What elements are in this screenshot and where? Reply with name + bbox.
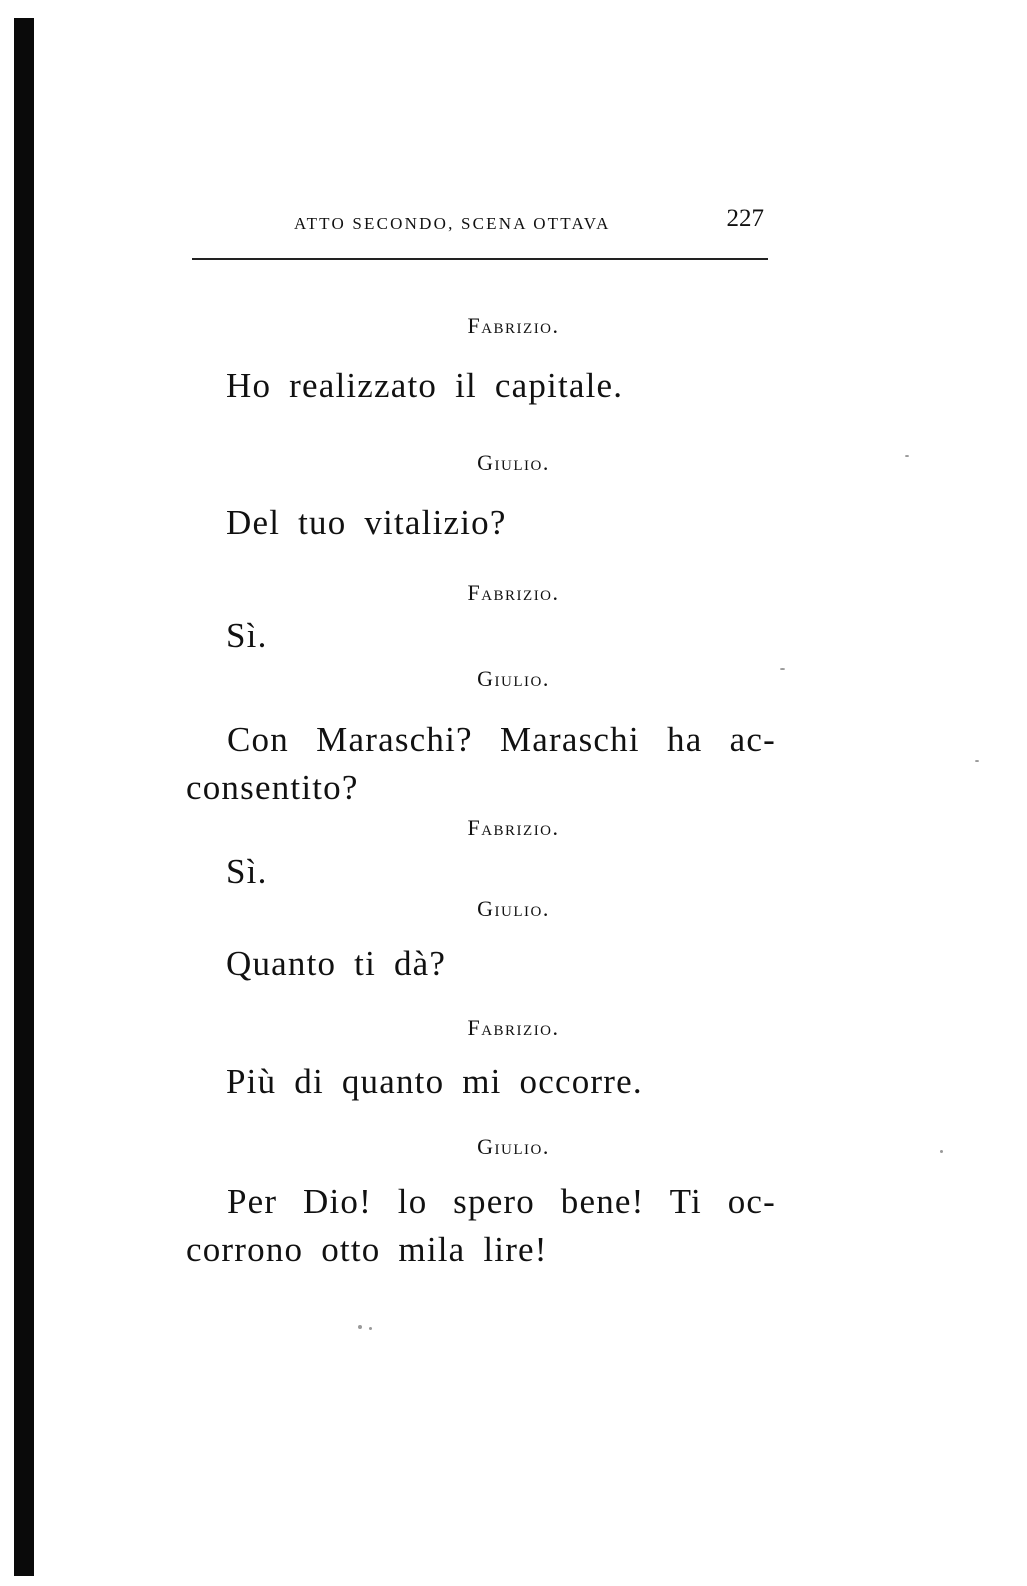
page-number: 227 — [726, 205, 764, 232]
speaker-name: Giulio. — [477, 896, 550, 921]
speaker-name: Fabrizio. — [467, 313, 560, 338]
dialogue-line: corrono otto mila lire! — [186, 1230, 548, 1269]
speaker-name: Fabrizio. — [467, 1015, 560, 1040]
speaker-name: Fabrizio. — [467, 580, 560, 605]
dialogue-line: Ho realizzato il capitale. — [226, 366, 624, 405]
dialogue-line: Del tuo vitalizio? — [226, 503, 507, 542]
dialogue-line: Quanto ti dà? — [226, 944, 447, 983]
speaker-name: Giulio. — [477, 1134, 550, 1159]
running-header — [192, 204, 768, 248]
running-head-title: ATTO SECONDO, SCENA OTTAVA — [294, 214, 611, 233]
dialogue-line: Con Maraschi? Maraschi ha ac- — [227, 720, 776, 759]
dialogue-paragraph — [186, 1178, 776, 1274]
speck — [369, 1327, 372, 1330]
binding-edge — [14, 18, 34, 1576]
dialogue-line: Per Dio! lo spero bene! Ti oc- — [227, 1182, 776, 1221]
speaker-name: Fabrizio. — [467, 815, 560, 840]
dialogue-line: Sì. — [226, 852, 268, 891]
speck — [975, 760, 979, 762]
header-rule — [192, 258, 768, 260]
dialogue-line: Più di quanto mi occorre. — [226, 1062, 643, 1101]
speaker-name: Giulio. — [477, 450, 550, 475]
speck — [358, 1325, 362, 1329]
dialogue-line: Sì. — [226, 616, 268, 655]
speaker-name: Giulio. — [477, 666, 550, 691]
dialogue-line: consentito? — [186, 768, 359, 807]
dialogue-paragraph — [186, 716, 776, 812]
